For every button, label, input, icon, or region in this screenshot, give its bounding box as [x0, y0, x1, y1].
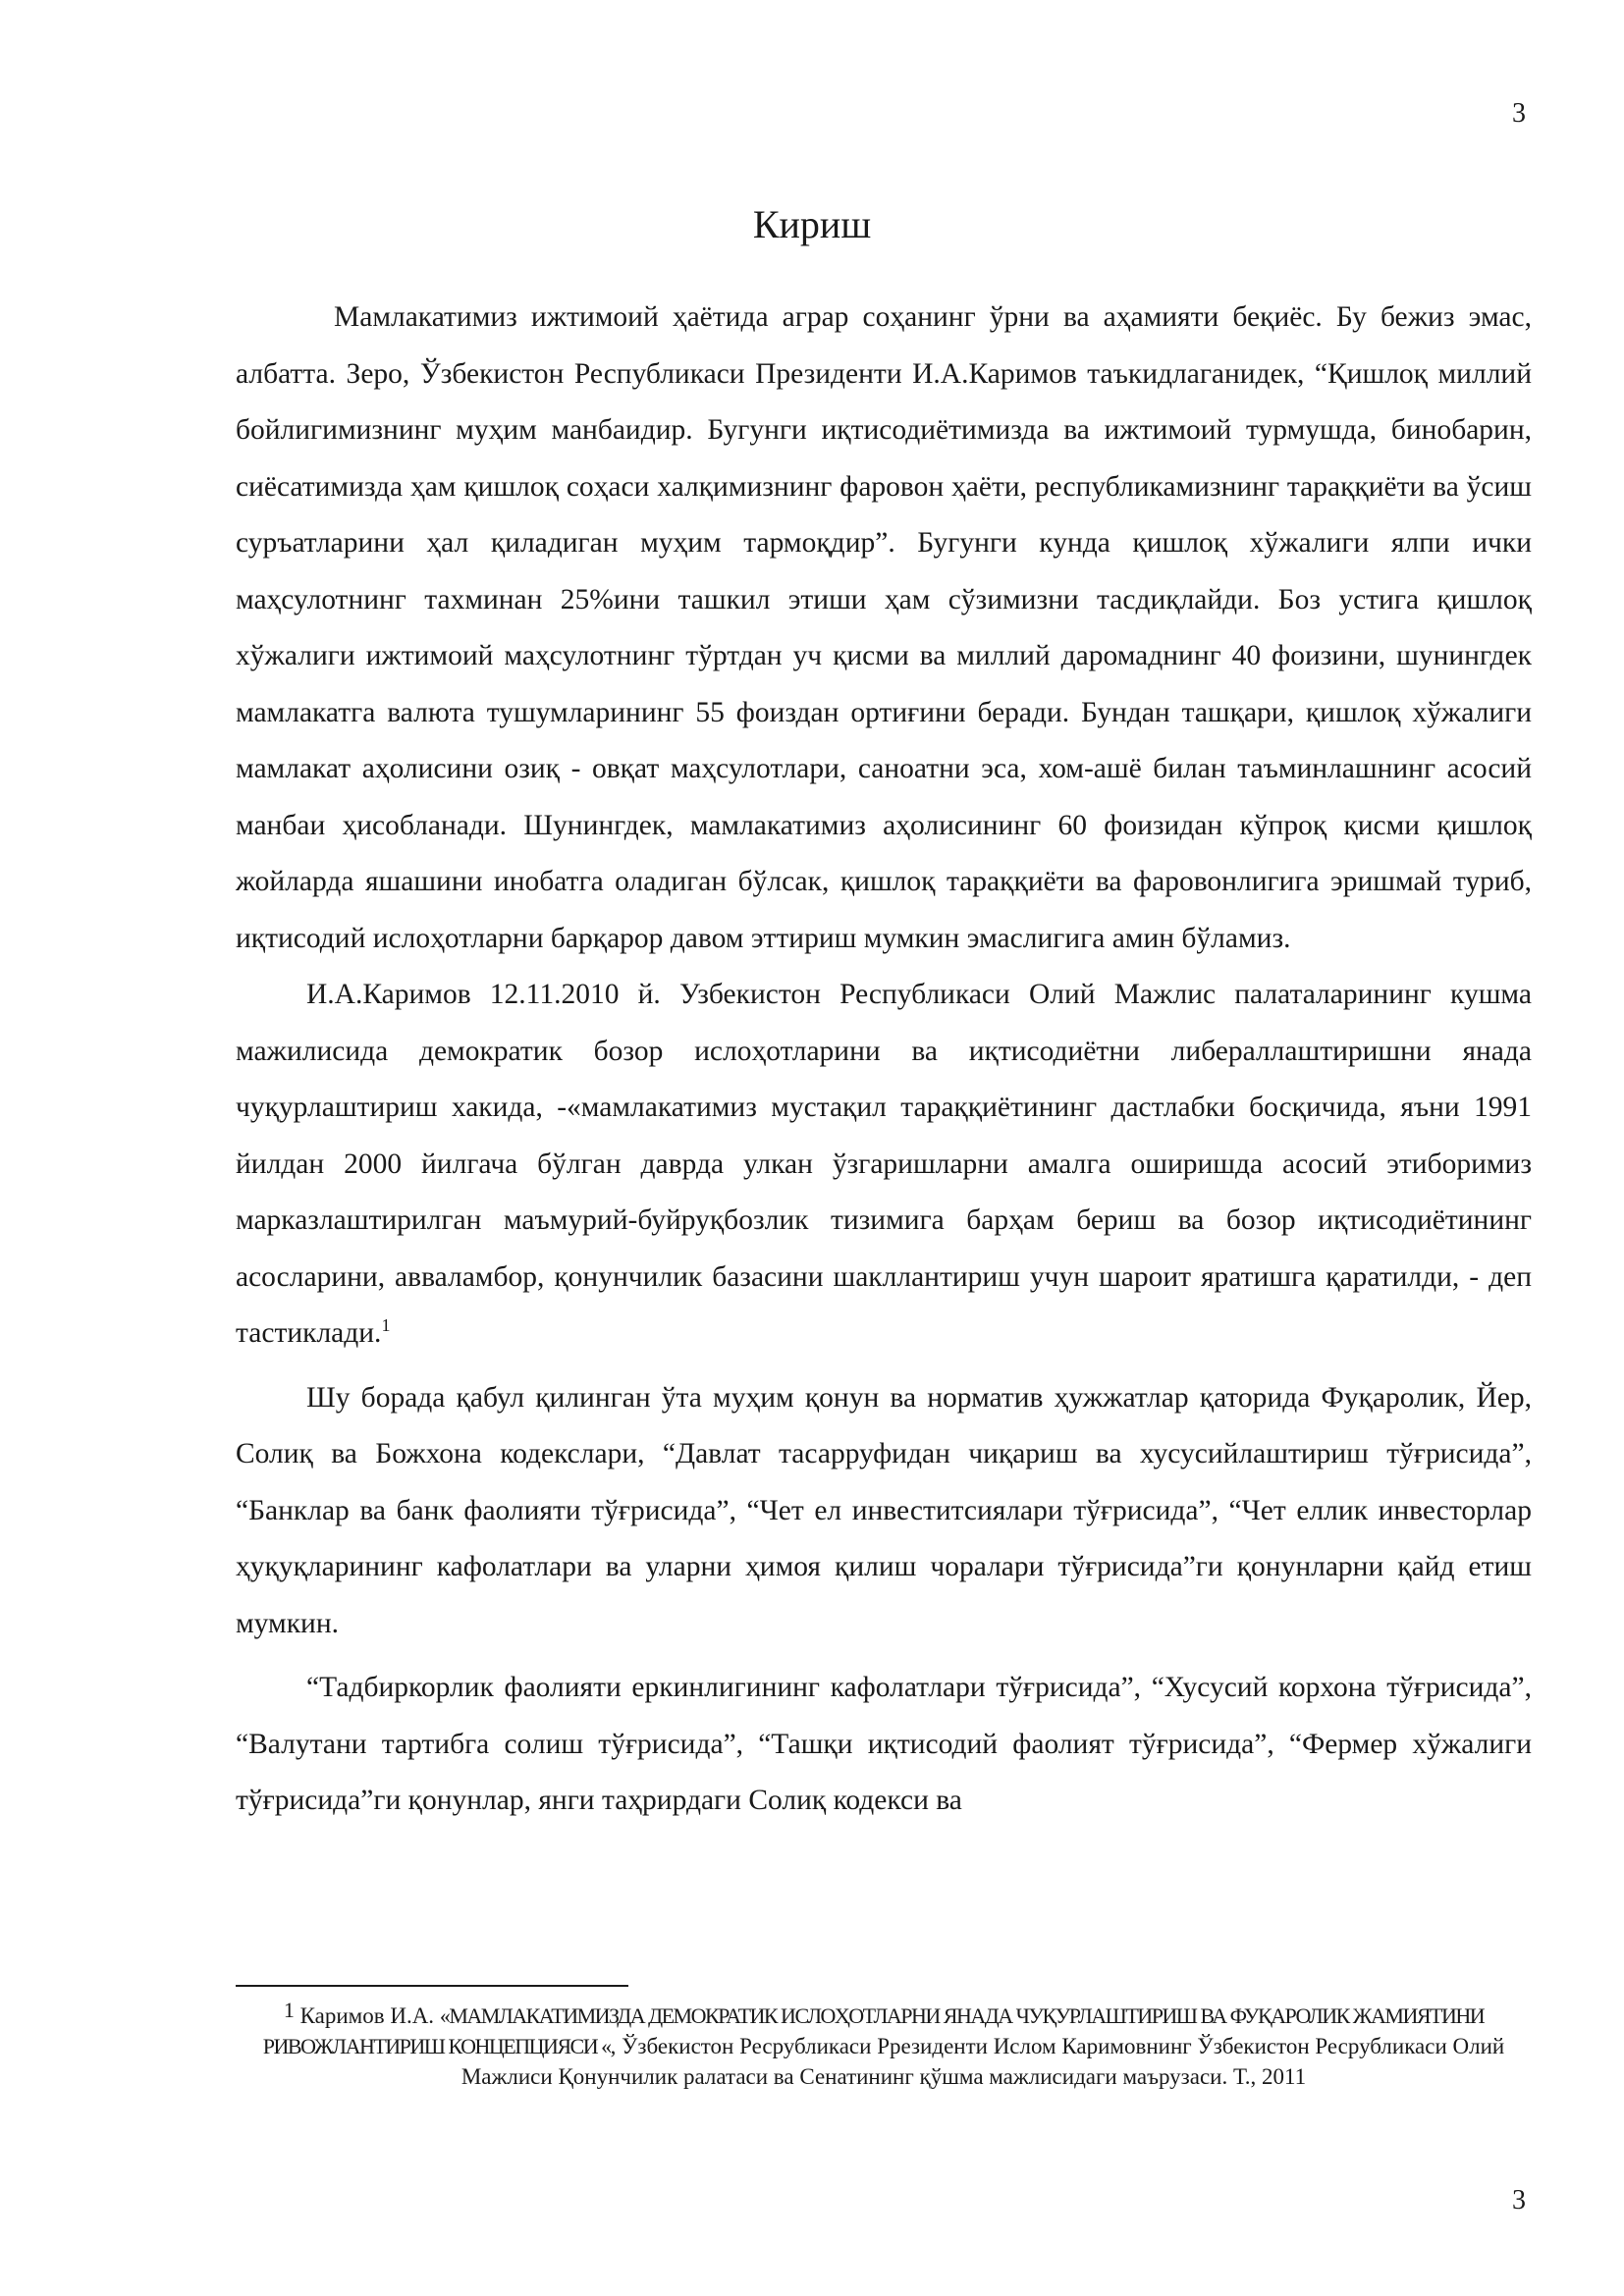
footnote-title: «МАМЛАКАТИМИЗДА ДЕМОКРАТИК ИСЛОҲОТЛАРНИ ЯНАДА ЧУҚУРЛАШТИРИШ ВА ФУҚАРОЛИК ЖАМИЯТИНИ РИВОЖЛАНТИРИШ КОНЦЕПЦИЯСИ «	[262, 2003, 1485, 2058]
page-number-bottom: 3	[1512, 2185, 1526, 2216]
paragraph-2	[236, 967, 1532, 1362]
page-number-top: 3	[1512, 98, 1526, 129]
paragraph-2-text: И.А.Каримов 12.11.2010 й. Узбекистон Республикаси Олий Мажлис палаталарининг кушма мажилисида демократик бозор ислоҳотларини ва иқтисодиётни либераллаштиришни янада чуқурлаштириш хакида, -«мамлакатимиз мустақил тараққиётининг дастлабки босқичида, яъни 1991 йилдан 2000 йилгача бўлган даврда улкан ўзгаришларни амалга оширишда асосий этиборимиз марказлаштирилган маъмурий-буйруқбозлик тизимига барҳам бериш ва бозор иқтисодиётининг асосларини, авваламбор, қонунчилик базасини шакллантириш учун шароит яратишга қаратилди, - деп тастиклади.	[236, 979, 1532, 1349]
footnote	[236, 1998, 1532, 2092]
main-text	[236, 290, 1532, 1830]
footnote-marker: 1	[283, 1998, 295, 2022]
footnote-separator	[236, 1985, 628, 1987]
paragraph-4: “Тадбиркорлик фаолияти еркинлигининг кафолатлари тўғрисида”, “Хусусий корхона тўғрисида”, “Валутани тартибга солиш тўғрисида”, “Ташқи иқтисодий фаолият тўғрисида”, “Фермер хўжалиги тўғрисида”ги қонунлар, янги таҳрирдаги Солиқ кодекси ва	[236, 1672, 1532, 1816]
paragraph-1: Мамлакатимиз ижтимоий ҳаётида аграр соҳанинг ўрни ва аҳамияти беқиёс. Бу бежиз эмас, албатта. Зеро, Ўзбекистон Республикаси Президенти И.А.Каримов таъкидлаганидек, “Қишлоқ миллий бойлигимизнинг муҳим манбаидир. Бугунги иқтисодиётимизда ва ижтимоий турмушда, бинобарин, сиёсатимизда ҳам қишлоқ соҳаси халқимизнинг фаровон ҳаёти, республикамизнинг тараққиёти ва ўсиш суръатларини ҳал қиладиган муҳим тармоқдир”. Бугунги кунда қишлоқ хўжалиги ялпи ички маҳсулотнинг тахминан 25%ини ташкил этиши ҳам сўзимизни тасдиқлайди. Боз устига қишлоқ хўжалиги ижтимоий маҳсулотнинг тўртдан уч қисми ва миллий даромаднинг 40 фоизини, шунингдек мамлакатга валюта тушумларининг 55 фоиздан ортиғини беради. Бундан ташқари, қишлоқ хўжалиги мамлакат аҳолисини озиқ - овқат маҳсулотлари, саноатни эса, хом-ашё билан таъминлашнинг асосий манбаи ҳисобланади. Шунингдек, мамлакатимиз аҳолисининг 60 фоизидан кўпроқ қисми қишлоқ жойларда яшашини инобатга оладиган бўлсак, қишлоқ тараққиёти ва фаровонлигига эришмай туриб, иқтисодий ислоҳотларни барқарор давом эттириш мумкин эмаслигига амин бўламиз.	[236, 301, 1532, 954]
page-title: Кириш	[752, 202, 872, 246]
footnote-reference[interactable]: 1	[381, 1315, 391, 1336]
footnote-author: Каримов И.А.	[299, 2003, 440, 2028]
footnote-source: , Ўзбекистон Ресрубликаси Ррезиденти Ислом Каримовнинг Ўзбекистон Ресрубликаси Олий Мажлиси Қонунчилик ралатаси ва Сенатининг қўшма мажлисидаги маърузаси. Т., 2011	[460, 2034, 1505, 2089]
paragraph-3: Шу борада қабул қилинган ўта муҳим қонун ва норматив ҳужжатлар қаторида Фуқаролик, Йер, Солиқ ва Божхона кодекслари, “Давлат тасарруфидан чиқариш ва хусусийлаштириш тўғрисида”, “Банклар ва банк фаолияти тўғрисида”, “Чет ел инвеститсиялари тўғрисида”, “Чет еллик инвесторлар ҳуқуқларининг кафолатлари ва уларни ҳимоя қилиш чоралари тўғрисида”ги қонунларни қайд етиш мумкин.	[236, 1381, 1532, 1639]
